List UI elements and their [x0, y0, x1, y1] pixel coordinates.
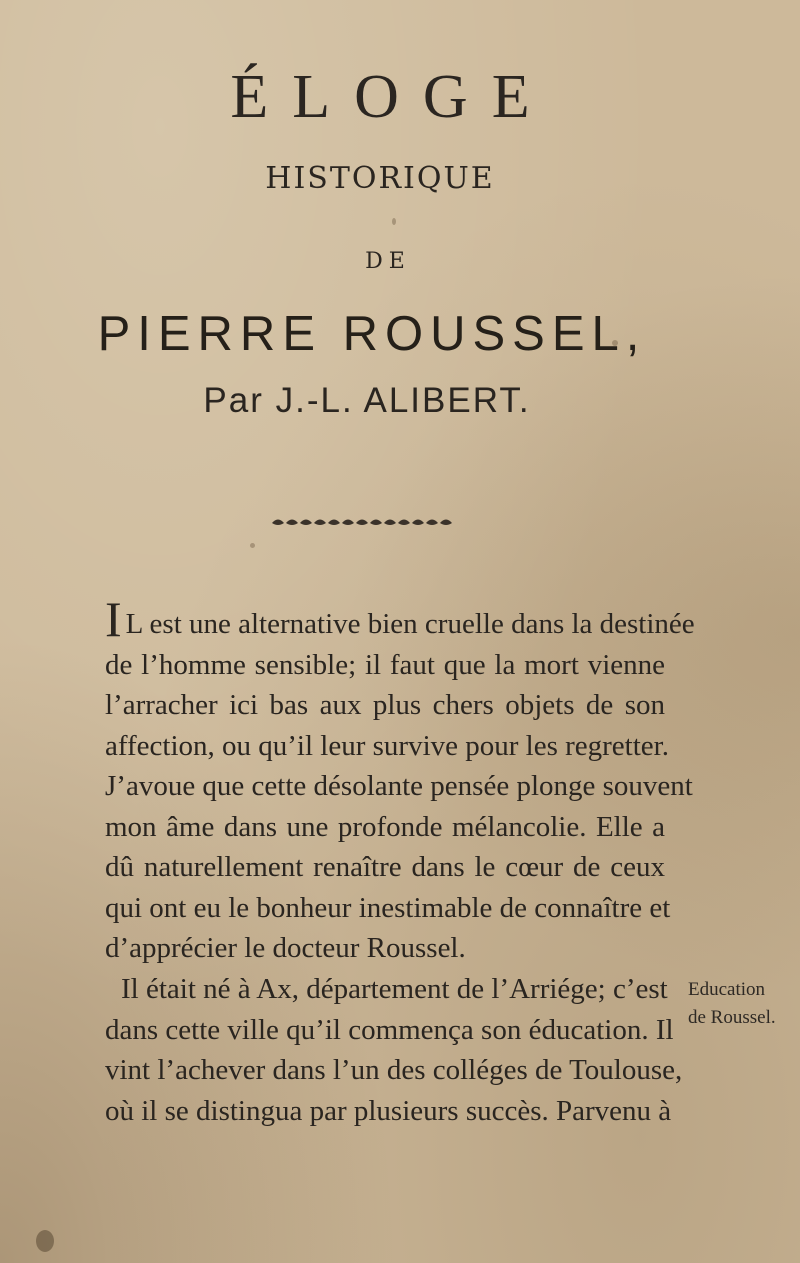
paper-speck [612, 340, 618, 346]
paragraph-line: l’arracher ici bas aux plus chers objets de son [105, 689, 665, 721]
paper-stain [36, 1230, 54, 1252]
author-line [0, 380, 767, 422]
paragraph-line [105, 591, 695, 647]
margin-note [688, 976, 796, 1032]
first-line-text: L est une alternative bien cruelle dans la destinée [125, 608, 695, 640]
paragraph-line: d’apprécier le docteur Roussel. [105, 932, 466, 964]
page-title: ÉLOGE [230, 63, 554, 131]
paragraph-line: Il était né à Ax, département de l’Arriége; c’est [121, 973, 668, 1005]
page-subtitle: HISTORIQUE [265, 161, 495, 196]
paragraph-line: mon âme dans une profonde mélancolie. Elle a [105, 810, 665, 843]
paper-speck [250, 543, 255, 548]
paragraph-1 [105, 591, 695, 969]
margin-note-line: de Roussel. [688, 1007, 776, 1028]
paragraph-line: de l’homme sensible; il faut que la mort vienne [105, 648, 665, 681]
author-name: J.-L. ALIBERT. [275, 381, 531, 420]
paragraph-line: où il se distingua par plusieurs succès. Parvenu à [105, 1094, 672, 1127]
paragraph-line: qui ont eu le bonheur inestimable de connaître et [105, 891, 671, 924]
paragraph-line: dans cette ville qu’il commença son éducation. Il [105, 1013, 674, 1046]
subject-name: PIERRE ROUSSEL, [97, 307, 647, 361]
paragraph-line: vint l’achever dans l’un des colléges de Toulouse, [105, 1054, 683, 1086]
margin-note-line: Education [688, 979, 766, 1000]
paragraph-line: affection, ou qu’il leur survive pour les regretter. [105, 729, 669, 762]
decorative-rule-icon [268, 512, 458, 534]
author-prefix: Par [203, 381, 264, 420]
paragraph-line: J’avoue que cette désolante pensée plonge souvent [105, 770, 693, 802]
drop-cap: I [105, 591, 122, 647]
paragraph-line: dû naturellement renaître dans le cœur de ceux [105, 851, 665, 883]
title-connector: DE [365, 249, 411, 274]
paper-speck [392, 218, 396, 225]
paragraph-2 [105, 969, 683, 1131]
